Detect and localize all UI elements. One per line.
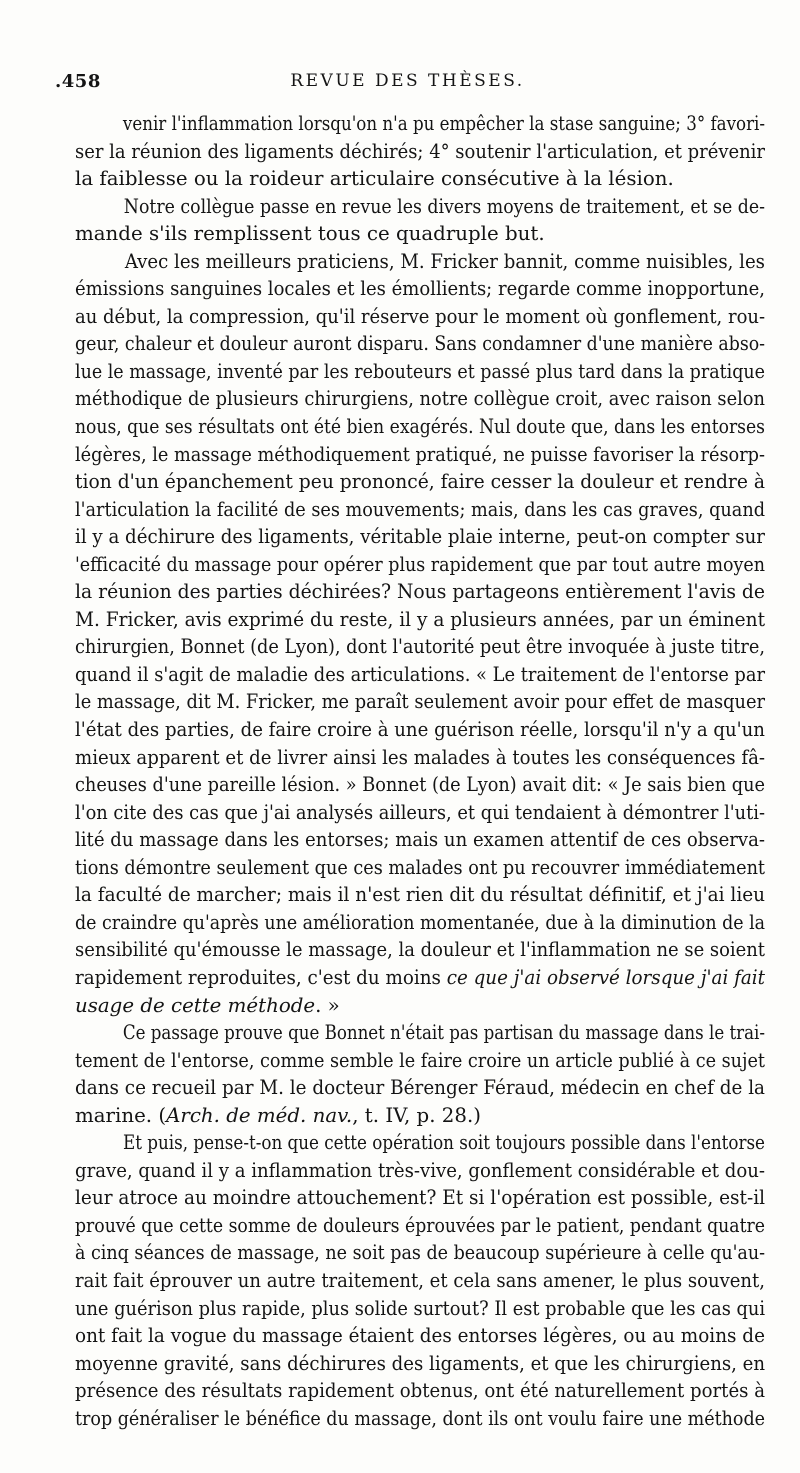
line-text: quand il s'agit de maladie des articulations. « Le traitement de l'entorse par: [75, 662, 766, 686]
journal-title: REVUE DES THÈSES.: [290, 71, 525, 91]
line-text: l'état des parties, de faire croire à une guérison réelle, lorsqu'il n'y a qu'un: [75, 718, 765, 742]
text-line: [75, 744, 765, 772]
text-line: [75, 606, 765, 634]
line-text: la faculté de marcher; mais il n'est rien dit du résultat définitif, et j'ai lieu: [75, 883, 766, 907]
text-line: [75, 523, 765, 551]
body-text: [75, 110, 765, 1432]
line-text: trop généraliser le bénéfice du massage, dont ils ont voulu faire une méthode: [75, 1406, 766, 1430]
line-text: , t. IV, p. 28.): [352, 1103, 481, 1127]
text-line: [75, 275, 765, 303]
line-text: la faiblesse ou la roideur articulaire consécutive à la lésion.: [75, 167, 674, 191]
text-line: [75, 688, 765, 716]
line-text: le massage, dit M. Fricker, me paraît seulement avoir pour effet de masquer: [75, 690, 766, 714]
line-text: de craindre qu'après une amélioration momentanée, due à la diminution de la: [75, 910, 766, 934]
line-text: l'on cite des cas que j'ai analysés ailleurs, et qui tendaient à démontrer l'uti-: [75, 800, 765, 824]
line-text: ser la réunion des ligaments déchirés; 4° soutenir l'articulation, et prévenir: [75, 139, 765, 163]
line-text: tion d'un épanchement peu prononcé, faire cesser la douleur et rendre à: [75, 470, 766, 494]
line-text: leur atroce au moindre attouchement? Et si l'opération est possible, est-il: [75, 1186, 766, 1210]
text-line: [75, 1295, 765, 1323]
text-line: [75, 1377, 765, 1405]
text-line: [75, 1129, 765, 1157]
text-line: [75, 881, 765, 909]
text-line: [75, 854, 765, 882]
text-line: [75, 138, 765, 166]
line-text: une guérison plus rapide, plus solide surtout? Il est probable que les cas qui: [75, 1296, 766, 1320]
line-text: il y a déchirure des ligaments, véritable plaie interne, peut-on compter sur: [75, 525, 766, 549]
text-line: [75, 303, 765, 331]
text-line: [75, 1322, 765, 1350]
text-line: [75, 330, 765, 358]
line-text: la réunion des parties déchirées? Nous partageons entièrement l'avis de: [75, 580, 765, 604]
paragraph: [75, 110, 765, 193]
text-line: [75, 496, 765, 524]
line-text: moyenne gravité, sans déchirures des ligaments, et que les chirurgiens, en: [75, 1351, 766, 1375]
text-line: [75, 1212, 765, 1240]
text-line: [75, 358, 765, 386]
italic-text: Arch. de méd. nav.: [166, 1103, 353, 1127]
text-line: [75, 248, 765, 276]
text-line: [75, 964, 765, 992]
italic-text: ce que j'ai observé lorsque j'ai fait: [446, 965, 766, 989]
line-text: Notre collègue passe en revue les divers moyens de traitement, et se de-: [123, 194, 765, 218]
line-text: Ce passage prouve que Bonnet n'était pas partisan du massage dans le trai-: [122, 1021, 765, 1045]
line-text: cheuses d'une pareille lésion. » Bonnet (de Lyon) avait dit: « Je sais bien que: [75, 773, 766, 797]
line-text: tions démontre seulement que ces malades ont pu recouvrer immédiatement: [75, 855, 766, 879]
text-line: [75, 551, 765, 579]
line-text: 'efficacité du massage pour opérer plus rapidement que par tout autre moyen: [75, 552, 765, 576]
line-text: nous, que ses résultats ont été bien exagérés. Nul doute que, dans les entorses: [75, 415, 765, 439]
line-text: mieux apparent et de livrer ainsi les malades à toutes les conséquences fâ-: [75, 745, 766, 769]
text-line: [75, 936, 765, 964]
line-text: légères, le massage méthodiquement pratiqué, ne puisse favoriser la résorp-: [75, 442, 765, 466]
line-text: tement de l'entorse, comme semble le faire croire un article publié à ce sujet: [75, 1048, 765, 1072]
text-line: [75, 992, 765, 1020]
paragraph: [75, 248, 765, 1019]
line-text: venir l'inflammation lorsqu'on n'a pu empêcher la stase sanguine; 3° favori-: [122, 112, 766, 135]
line-text: émissions sanguines locales et les émollients; regarde comme inopportune,: [75, 277, 765, 301]
line-text: sensibilité qu'émousse le massage, la douleur et l'inflammation ne se soient: [75, 938, 766, 962]
line-text: grave, quand il y a inflammation très-vive, gonflement considérable et dou-: [75, 1158, 766, 1182]
text-line: [75, 633, 765, 661]
text-line: [75, 909, 765, 937]
line-text: rait fait éprouver un autre traitement, et cela sans amener, le plus souvent,: [75, 1268, 766, 1292]
line-text: . »: [315, 993, 340, 1017]
text-line: [75, 1405, 765, 1433]
text-line: [75, 441, 765, 469]
line-text: marine. (: [75, 1103, 167, 1127]
text-line: [75, 1267, 765, 1295]
line-text: rapidement reproduites, c'est du moins: [75, 965, 447, 989]
paragraph: [75, 1129, 765, 1432]
text-line: [75, 771, 765, 799]
text-line: [75, 799, 765, 827]
line-text: lité du massage dans les entorses; mais un examen attentif de ces observa-: [75, 828, 766, 852]
line-text: présence des résultats rapidement obtenus, ont été naturellement portés à: [75, 1379, 766, 1403]
paragraph: [75, 193, 765, 248]
text-line: [75, 661, 765, 689]
running-header: [55, 71, 760, 103]
page-number: .458: [55, 71, 101, 92]
text-line: [75, 578, 765, 606]
line-text: Et puis, pense-t-on que cette opération soit toujours possible dans l'entorse: [123, 1131, 765, 1155]
text-line: [75, 468, 765, 496]
line-text: ont fait la vogue du massage étaient des entorses légères, ou au moins de: [75, 1324, 765, 1348]
text-line: [75, 413, 765, 441]
text-line: [75, 110, 765, 138]
italic-text: usage de cette méthode: [75, 993, 316, 1017]
line-text: chirurgien, Bonnet (de Lyon), dont l'autorité peut être invoquée à juste titre,: [75, 635, 765, 659]
text-line: [75, 1239, 765, 1267]
text-line: [75, 385, 765, 413]
text-line: [75, 1184, 765, 1212]
text-line: [75, 1019, 765, 1047]
text-line: [75, 1102, 765, 1130]
line-text: geur, chaleur et douleur auront disparu. Sans condamner d'une manière abso-: [75, 332, 766, 356]
text-line: [75, 220, 765, 248]
line-text: prouvé que cette somme de douleurs éprouvées par le patient, pendant quatre: [75, 1213, 765, 1237]
text-line: [75, 1157, 765, 1185]
paragraph: [75, 1019, 765, 1129]
text-line: [75, 165, 765, 193]
line-text: au début, la compression, qu'il réserve pour le moment où gonflement, rou-: [75, 304, 766, 328]
text-line: [75, 1350, 765, 1378]
line-text: lue le massage, inventé par les rebouteurs et passé plus tard dans la pratique: [75, 359, 765, 383]
line-text: dans ce recueil par M. le docteur Bérenger Féraud, médecin en chef de la: [75, 1076, 766, 1100]
text-line: [75, 826, 765, 854]
line-text: Avec les meilleurs praticiens, M. Fricker bannit, comme nuisibles, les: [124, 249, 765, 273]
line-text: M. Fricker, avis exprimé du reste, il y a plusieurs années, par un éminent: [75, 607, 766, 631]
line-text: méthodique de plusieurs chirurgiens, notre collègue croit, avec raison selon: [75, 387, 766, 411]
text-line: [75, 193, 765, 221]
text-line: [75, 1047, 765, 1075]
text-line: [75, 716, 765, 744]
line-text: à cinq séances de massage, ne soit pas de beaucoup supérieure à celle qu'au-: [75, 1241, 766, 1265]
text-line: [75, 1074, 765, 1102]
line-text: l'articulation la facilité de ses mouvements; mais, dans les cas graves, quand: [75, 497, 766, 521]
line-text: mande s'ils remplissent tous ce quadruple but.: [75, 222, 545, 246]
